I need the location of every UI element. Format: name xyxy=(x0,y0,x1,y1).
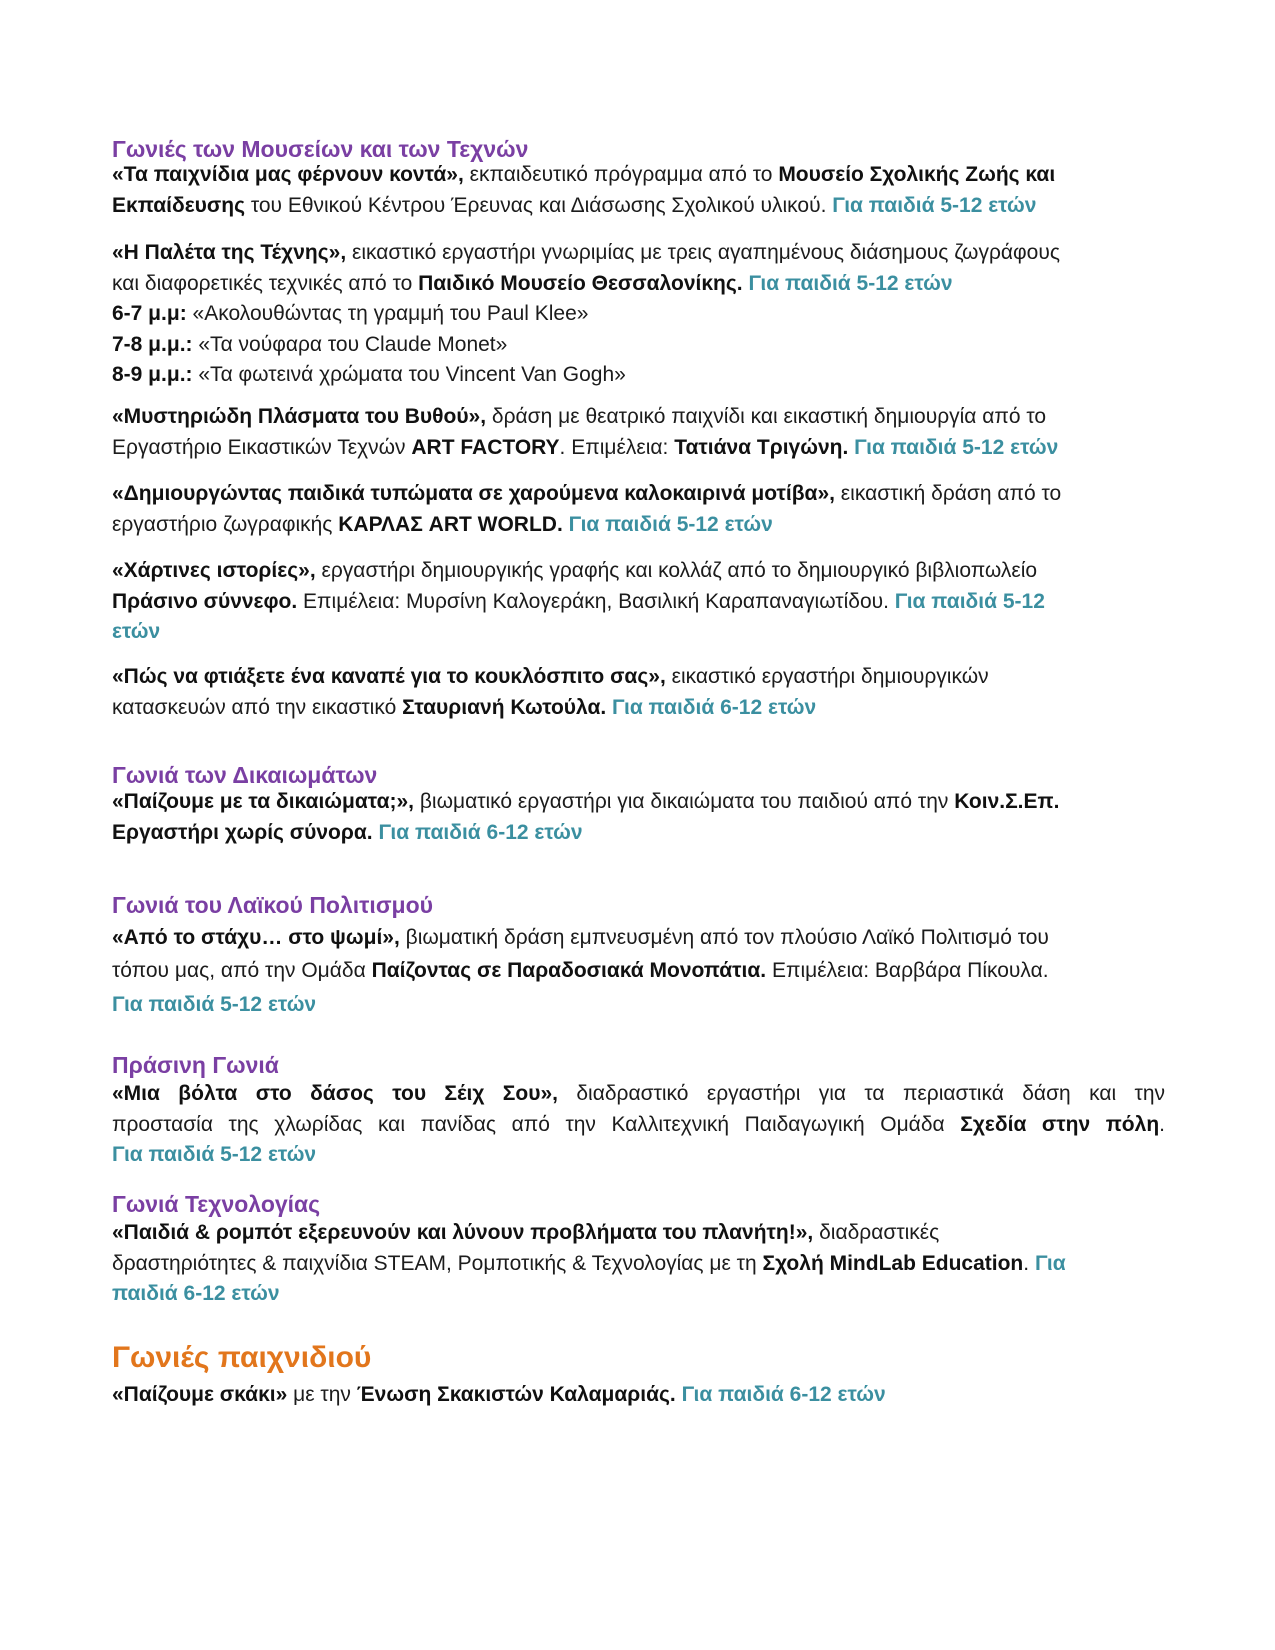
schedule-time: 8-9 μ.μ.: xyxy=(112,363,193,386)
section-heading-tech: Γωνιά Τεχνολογίας xyxy=(112,1191,321,1217)
age-group: Για παιδιά 5-12 ετών xyxy=(112,1143,317,1166)
organizer: Κοιν.Σ.Επ. xyxy=(954,790,1060,813)
program-text: προστασία της χλωρίδας και πανίδας από την Καλλιτεχνική Παιδαγωγική Ομάδα xyxy=(112,1112,961,1136)
program-text: εικαστική δράση από το xyxy=(834,482,1062,505)
section-heading-museums: Γωνιές των Μουσείων και των Τεχνών xyxy=(112,136,529,162)
age-group: Για παιδιά 6-12 ετών xyxy=(606,695,817,719)
section-heading-games: Γωνιές παιχνιδιού xyxy=(112,1341,372,1374)
program-text: εικαστικό εργαστήρι δημιουργικών xyxy=(665,665,989,688)
program-text: εργαστήριο ζωγραφικής xyxy=(112,512,339,536)
age-group: Για παιδιά 6-12 ετών xyxy=(372,820,583,844)
program-text: Επιμέλεια: Βαρβάρα Πίκουλα. xyxy=(766,959,1049,982)
schedule-time: 6-7 μ.μ: xyxy=(112,302,187,325)
program-text: τόπου μας, από την Ομάδα xyxy=(112,959,372,982)
organizer: Παίζοντας σε Παραδοσιακά Μονοπάτια. xyxy=(371,959,767,982)
organizer: Εργαστήρι χωρίς σύνορα. xyxy=(112,820,373,844)
program-title: «Παίζουμε σκάκι» xyxy=(112,1383,288,1406)
program-text: βιωματική δράση εμπνευσμένη από τον πλούσιο Λαϊκό Πολιτισμό του xyxy=(399,926,1049,949)
program-title: «Χάρτινες ιστορίες», xyxy=(112,559,316,582)
program-item xyxy=(112,160,1055,221)
program-text: . Επιμέλεια: xyxy=(559,435,675,459)
program-title: «Τα παιχνίδια μας φέρνουν κοντά», xyxy=(112,163,464,186)
program-item xyxy=(112,662,989,723)
program-text: δράση με θεατρικό παιχνίδι και εικαστική δημιουργία από το xyxy=(486,405,1047,428)
schedule-row xyxy=(112,330,1060,361)
organizer: ΚΑΡΛΑΣ ART WORLD. xyxy=(338,512,563,536)
program-text: . xyxy=(1159,1112,1165,1136)
program-item xyxy=(112,556,1045,648)
program-item xyxy=(112,402,1058,463)
program-title: «Παίζουμε με τα δικαιώματα;», xyxy=(112,790,414,813)
program-title: «Από το στάχυ… στο ψωμί», xyxy=(112,926,400,949)
program-text: δραστηριότητες & παιχνίδια STEAM, Ρομποτικής & Τεχνολογίας με τη xyxy=(112,1251,763,1275)
age-group: Για παιδιά 5-12 ετών xyxy=(562,512,773,536)
section-heading-folk: Γωνιά του Λαϊκού Πολιτισμού xyxy=(112,892,434,918)
program-item xyxy=(112,479,1061,540)
age-group: Για παιδιά 6-12 ετών xyxy=(675,1383,886,1406)
program-item xyxy=(112,238,1060,391)
program-item xyxy=(112,1079,1165,1171)
schedule-desc: «Τα φωτεινά χρώματα του Vincent Van Gogh» xyxy=(192,363,626,386)
section-heading-rights: Γωνιά των Δικαιωμάτων xyxy=(112,762,378,788)
organizer: Σχεδία στην πόλη xyxy=(960,1112,1160,1136)
program-text: εργαστήρι δημιουργικής γραφής και κολλάζ από το δημιουργικό βιβλιοπωλείο xyxy=(315,559,1038,582)
program-text: διαδραστικό εργαστήρι για τα περιαστικά δάση και την xyxy=(557,1082,1165,1105)
schedule-desc: «Ακολουθώντας τη γραμμή του Paul Klee» xyxy=(186,302,589,325)
program-text: διαδραστικές xyxy=(813,1221,940,1244)
program-title: «Μια βόλτα στο δάσος του Σέιχ Σου», xyxy=(112,1082,558,1105)
program-text: κατασκευών από την εικαστικό xyxy=(112,695,403,719)
curator: Τατιάνα Τριγώνη. xyxy=(674,435,849,459)
organizer: Ένωση Σκακιστών Καλαμαριάς. xyxy=(356,1383,676,1406)
program-text: . xyxy=(1023,1251,1035,1275)
age-group: παιδιά 6-12 ετών xyxy=(112,1282,280,1305)
organizer: Μουσείο Σχολικής Ζωής και xyxy=(778,163,1056,186)
program-item xyxy=(112,1218,1066,1310)
program-title: «Παιδιά & ρομπότ εξερευνούν και λύνουν προβλήματα του πλανήτη!», xyxy=(112,1221,814,1244)
program-text: εκπαιδευτικό πρόγραμμα από το xyxy=(463,163,779,186)
age-group: Για παιδιά 5-12 ετών xyxy=(832,193,1037,217)
schedule-desc: «Τα νούφαρα του Claude Monet» xyxy=(192,332,508,356)
age-group: Για παιδιά 5-12 ετών xyxy=(742,271,953,295)
program-item xyxy=(112,1380,886,1411)
program-title: «Δημιουργώντας παιδικά τυπώματα σε χαρούμενα καλοκαιρινά μοτίβα», xyxy=(112,482,835,505)
age-group: ετών xyxy=(112,620,161,643)
organizer: Παιδικό Μουσείο Θεσσαλονίκης. xyxy=(418,271,743,295)
program-text: και διαφορετικές τεχνικές από το xyxy=(112,271,419,295)
program-text: εικαστικό εργαστήρι γνωριμίας με τρεις αγαπημένους διάσημους ζωγράφους xyxy=(346,241,1060,264)
schedule-row xyxy=(112,299,1060,330)
program-text: Επιμέλεια: Μυρσίνη Καλογεράκη, Βασιλική Καραπαναγιωτίδου. xyxy=(297,589,895,613)
schedule-row xyxy=(112,360,1060,391)
age-group: Για παιδιά 5-12 ετών xyxy=(848,435,1059,459)
program-text: βιωματικό εργαστήρι για δικαιώματα του παιδιού από την xyxy=(414,790,955,813)
program-text: με την xyxy=(287,1383,357,1406)
program-item xyxy=(112,787,1059,848)
artist: Σταυριανή Κωτούλα. xyxy=(402,695,607,719)
schedule-time: 7-8 μ.μ.: xyxy=(112,332,193,356)
organizer: Εκπαίδευσης xyxy=(112,193,245,217)
program-text: του Εθνικού Κέντρου Έρευνας και Διάσωσης Σχολικού υλικού. xyxy=(245,193,833,217)
section-heading-green: Πράσινη Γωνιά xyxy=(112,1052,279,1078)
program-item xyxy=(112,922,1049,1022)
organizer: Σχολή MindLab Education xyxy=(762,1251,1024,1275)
program-title: «Πώς να φτιάξετε ένα καναπέ για το κουκλόσπιτο σας», xyxy=(112,665,666,688)
organizer: Πράσινο σύννεφο. xyxy=(112,589,298,613)
program-text: Εργαστήριο Εικαστικών Τεχνών xyxy=(112,435,412,459)
program-title: «Η Παλέτα της Τέχνης», xyxy=(112,241,347,264)
age-group: Για xyxy=(1034,1251,1066,1275)
program-title: «Μυστηριώδη Πλάσματα του Βυθού», xyxy=(112,405,487,428)
age-group: Για παιδιά 5-12 xyxy=(894,589,1045,613)
organizer: ART FACTORY xyxy=(411,435,560,459)
age-group: Για παιδιά 5-12 ετών xyxy=(112,993,317,1016)
